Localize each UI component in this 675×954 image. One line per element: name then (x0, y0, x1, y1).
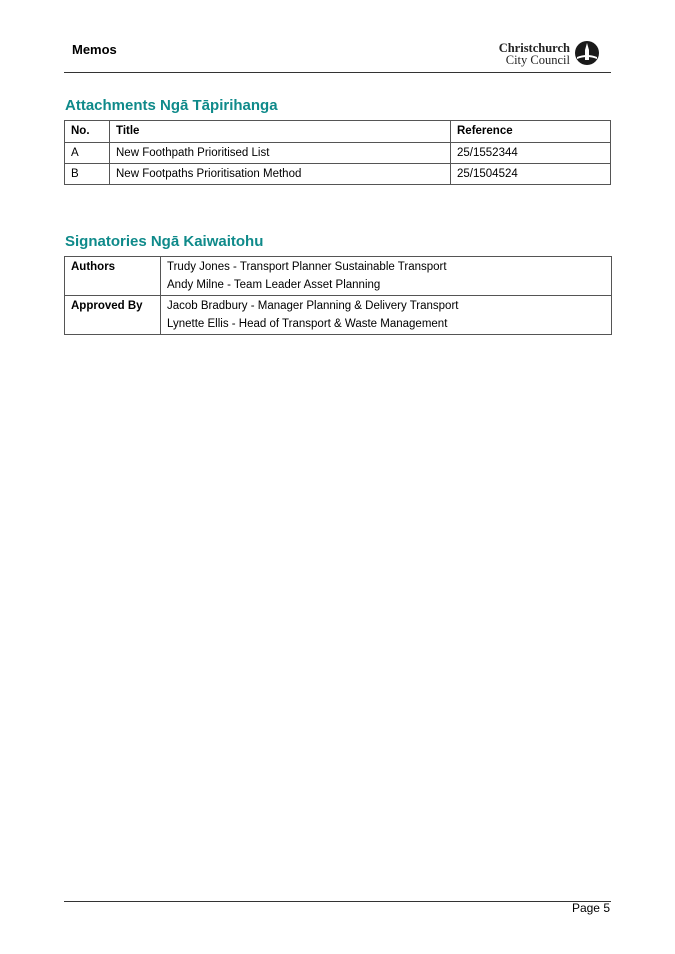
column-header-no: No. (65, 121, 110, 143)
council-logo (498, 40, 600, 68)
signatory-name: Lynette Ellis - Head of Transport & Waste Management (167, 318, 448, 330)
table-row (65, 164, 611, 185)
column-header-reference: Reference (451, 121, 611, 143)
attachment-title: New Footpaths Prioritisation Method (110, 164, 451, 185)
signatory-role: Approved By (65, 296, 161, 335)
table-header-row (65, 121, 611, 143)
cathedral-icon (574, 40, 600, 66)
signatory-name: Jacob Bradbury - Manager Planning & Delivery Transport (167, 300, 459, 312)
logo-line-1: Christchurch (498, 41, 570, 55)
page-number: Page 5 (571, 901, 610, 915)
signatory-names (161, 296, 612, 335)
signatory-name: Trudy Jones - Transport Planner Sustainable Transport (167, 261, 447, 273)
signatories-heading: Signatories Ngā Kaiwaitohu (65, 233, 264, 250)
signatory-name: Andy Milne - Team Leader Asset Planning (167, 279, 381, 291)
attachment-reference: 25/1552344 (451, 143, 611, 164)
signatories-table (64, 256, 612, 335)
attachments-heading: Attachments Ngā Tāpirihanga (65, 97, 278, 114)
column-header-title: Title (110, 121, 451, 143)
signatory-role: Authors (65, 257, 161, 296)
attachments-table (64, 120, 611, 185)
signatory-names (161, 257, 612, 296)
attachment-title: New Foothpath Prioritised List (110, 143, 451, 164)
table-row (65, 296, 612, 335)
table-row (65, 143, 611, 164)
attachment-reference: 25/1504524 (451, 164, 611, 185)
attachment-no: B (65, 164, 110, 185)
header-rule (64, 72, 611, 73)
attachment-no: A (65, 143, 110, 164)
table-row (65, 257, 612, 296)
logo-line-2: City Council (505, 53, 570, 67)
footer-rule (64, 901, 611, 902)
header-label: Memos (72, 42, 117, 57)
